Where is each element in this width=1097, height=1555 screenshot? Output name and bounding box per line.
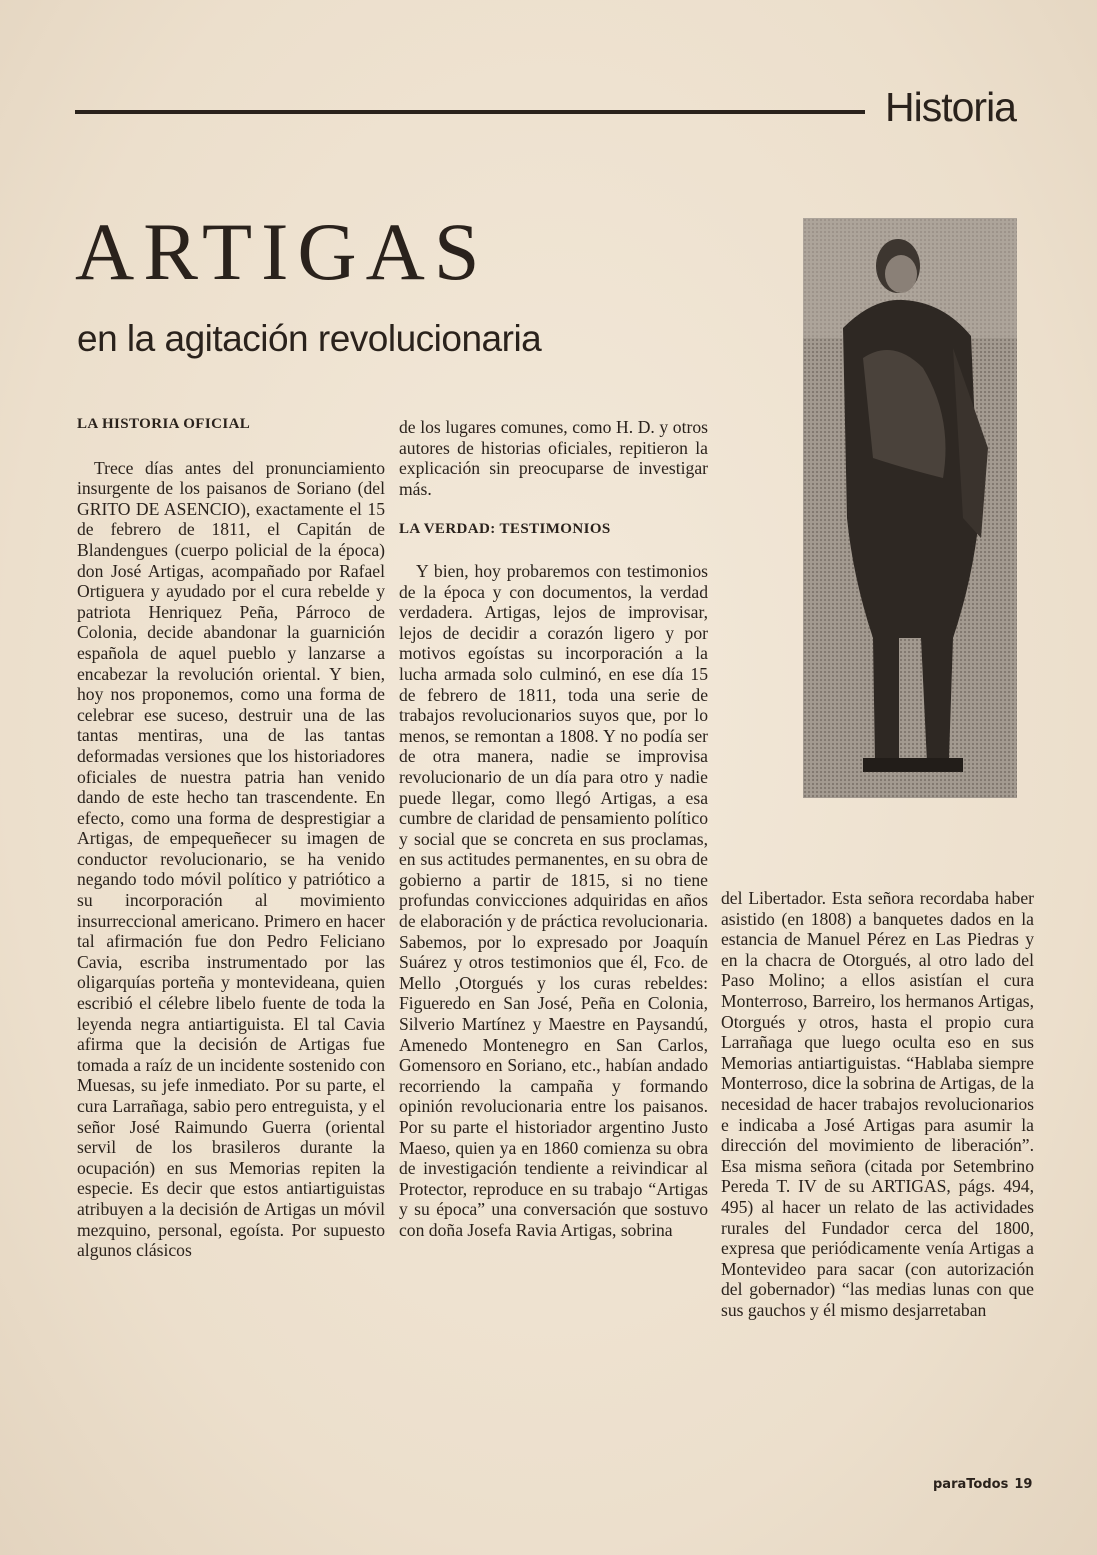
article-subtitle: en la agitación revolucionaria [77, 318, 542, 359]
header-rule [75, 110, 865, 114]
section-label: Historia [885, 84, 1016, 130]
paragraph-continuation: de los lugares comunes, como H. D. y otros autores de historias oficiales, repitieron la explicación sin preocuparse de investigar más. [399, 417, 708, 499]
column-3 [721, 888, 1034, 1320]
column-1 [77, 414, 385, 1261]
paragraph: Trece días antes del pronunciamiento insurgente de los paisanos de Soriano (del GRITO DE ASENCIO), exactamente el 15 de febrero de 1811, el Capitán de Blandengues (cuerpo policial de la época) don José Artigas, acompañado por Rafael Ortiguera y ayudado por el cura rebelde y patriota Henriquez Peña, Párroco de Colonia, decide abandonar la guarnición española de aquel pueblo y lanzarse a encabezar la revolución oriental. Y bien, hoy nos proponemos, como una forma de celebrar ese suceso, destruir una de las tantas mentiras, una de las tantas deformadas versiones que los historiadores oficiales de nuestra patria han venido dando de este hecho tan trascendente. En efecto, como una forma de desprestigiar a Artigas, de empequeñecer su imagen de conductor revolucionario, se ha venido negando todo móvil político y patriótico a su incorporación al movimiento insurreccional americano. Primero en hacer tal afirmación fue don Pedro Feliciano Cavia, escriba instrumentado por las oligarquías porteña y montevideana, quien escribió el célebre libelo fuente de toda la leyenda negra antiartiguista. El tal Cavia afirma que la decisión de Artigas fue tomada a raíz de un incidente sostenido con Muesas, su jefe inmediato. Por su parte, el cura Larrañaga, sabio pero entreguista, y el señor José Raimundo Guerra (oriental servil de los brasileros durante la ocupación) en sus Memorias repiten la especie. Es decir que estos antiartiguistas atribuyen a la decisión de Artigas un móvil mezquino, personal, egoísta. Por supuesto algunos clásicos [77, 457, 385, 1261]
section-heading-la-verdad: LA VERDAD: TESTIMONIOS [399, 521, 611, 538]
column-2 [399, 417, 708, 1241]
paragraph: Y bien, hoy probaremos con testimonios de la época y con documentos, la verdad verdadera. Artigas, lejos de improvisar, lejos de decidir a corazón ligero y por motivos egoístas su incorporación a la lucha armada solo culminó, en ese día 15 de febrero de 1811, toda una serie de trabajos revolucionarios suyos que, por lo menos, se remontan a 1808. Y no podía ser de otra manera, nadie se improvisa revolucionario de un día para otro y nadie puede llegar, como llegó Artigas, a esa cumbre de claridad de pensamiento político y social que se concreta en sus proclamas, en sus actitudes permanentes, en su obra de gobierno a partir de 1815, si no tiene profundas convicciones adquiridas en años de elaboración y de práctica revolucionaria. Sabemos, por lo expresado por Joaquín Suárez y otros testimonios que él, Fco. de Mello ,Otorgués y los curas rebeldes: Figueredo en San José, Peña en Colonia, Silverio Martínez y Maestre en Paysandú, Amenedo Montenegro en San Carlos, Gomensoro en Soriano, etc., habían andado recorriendo la campaña y formando opinión revolucionaria entre los paisanos. Por su parte el historiador argentino Justo Maeso, quien ya en 1860 comienza su obra de investigación tendiente a reivindicar al Protector, reproduce en su trabajo “Artigas y su época” una conversación que sostuvo con doña Josefa Ravia Artigas, sobrina [399, 560, 708, 1240]
page-number: 19 [1014, 1477, 1033, 1492]
page-footer [933, 1477, 1032, 1492]
artigas-portrait-photo [803, 218, 1017, 798]
section-heading-historia-oficial: LA HISTORIA OFICIAL [77, 416, 251, 432]
article-title: ARTIGAS [75, 206, 489, 297]
publication-name: paraTodos [933, 1477, 1009, 1492]
paragraph-continuation: del Libertador. Esta señora recordaba haber asistido (en 1808) a banquetes dados en la estancia de Manuel Pérez en Las Piedras y en la chacra de Otorgués, al otro lado del Paso Molino; a ellos asistían el cura Monterroso, Barreiro, los hermanos Artigas, Otorgués y otros, hasta el propio cura Larrañaga que luego oculta eso en sus Memorias antiartiguistas. “Hablaba siempre Monterroso, dice la sobrina de Artigas, de la necesidad de hacer trabajos revolucionarios e indicaba a José Artigas para asumir la dirección del movimiento de liberación”. Esa misma señora (citada por Setembrino Pereda T. IV de su ARTIGAS, págs. 494, 495) al hacer un relato de las actividades rurales del Fundador cerca del 1800, expresa que periódicamente venía Artigas a Montevideo para sacar (con autorización del gobernador) “las medias lunas con que sus gauchos y él mismo desjarretaban [721, 888, 1034, 1320]
